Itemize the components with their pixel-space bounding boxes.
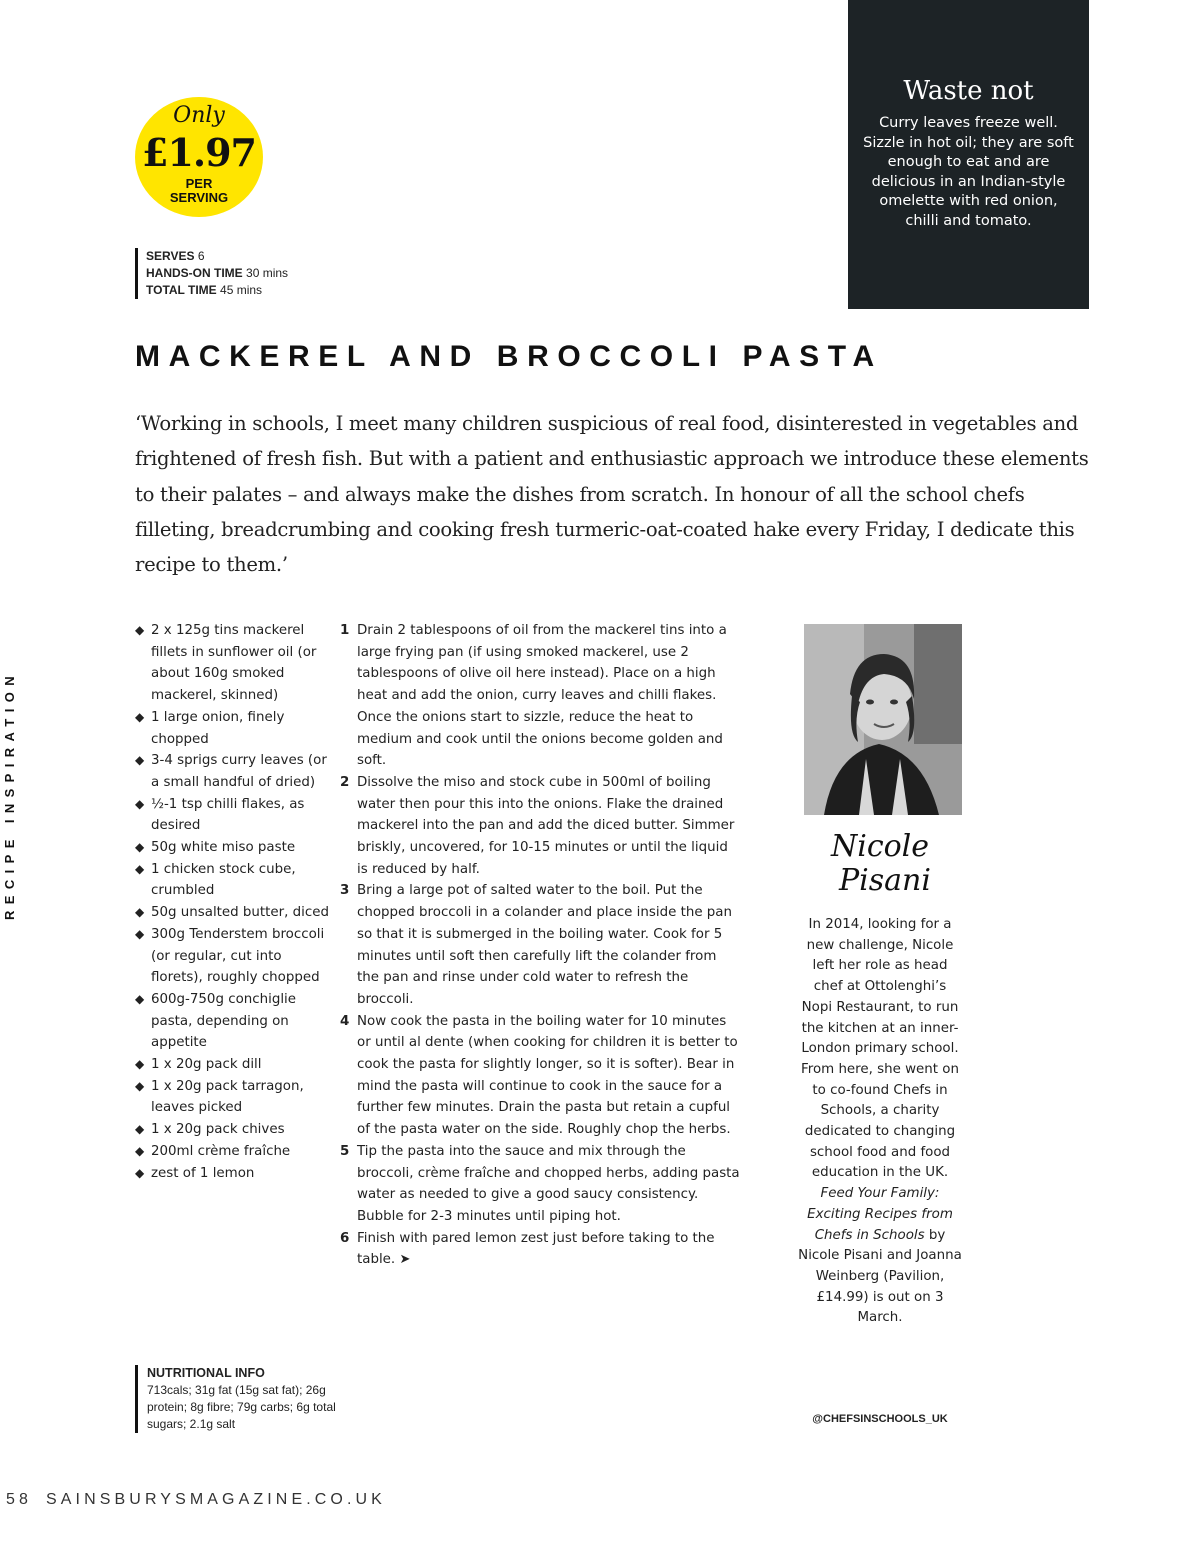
method-step (340, 880, 740, 1010)
badge-only: Only (173, 103, 225, 128)
step-number: 2 (340, 774, 350, 790)
badge-price: £1.97 (142, 130, 256, 175)
waste-not-box (848, 0, 1089, 309)
page-footer (6, 1491, 386, 1509)
signature-last: Pisani (839, 863, 931, 898)
chef-bio-text: In 2014, looking for a new challenge, Nicole left her role as head chef at Ottolenghi’s Nopi Restaurant, to run the kitchen at an inner-London primary school. From here, she went on to co-found Chefs in Schools, a charity dedicated to changing school food and food education in the UK. (801, 917, 959, 1181)
step-text: Tip the pasta into the sauce and mix through the broccoli, crème fraîche and chopped herbs, adding pasta water as needed to give a good saucy consistency. Bubble for 2-3 minutes until piping hot. (357, 1143, 740, 1224)
recipe-intro: ‘Working in schools, I meet many children suspicious of real food, disinterested in vegetables and frightened of fresh fish. But with a patient and enthusiastic approach we introduce these elements to their palates – and always make the dishes from scratch. In honour of all the school chefs filleting, breadcrumbing and cooking fresh turmeric-oat-coated hake every Friday, I dedicate this recipe to them.’ (135, 412, 1089, 577)
method-step (340, 1228, 740, 1271)
waste-not-title: Waste not (903, 76, 1034, 106)
ingredient-item: ◆ 2 x 125g tins mackerel fillets in sunflower oil (or about 160g smoked mackerel, skinned) (135, 620, 335, 707)
ingredient-item: ◆ 1 x 20g pack tarragon, leaves picked (135, 1076, 335, 1119)
method-list (340, 620, 740, 1271)
ingredient-item: ◆ 1 large onion, finely chopped (135, 707, 335, 750)
total-time-label: TOTAL TIME (146, 283, 217, 297)
nutrition-block (135, 1365, 367, 1433)
method-step (340, 1141, 740, 1228)
ingredient-item: ◆ ½-1 tsp chilli flakes, as desired (135, 794, 335, 837)
serves-label: SERVES (146, 249, 195, 263)
chef-portrait-illustration (804, 624, 962, 815)
hands-on-row (146, 265, 288, 282)
step-text: Dissolve the miso and stock cube in 500ml of boiling water then pour this into the onions. Flake the drained mackerel into the pan and add the diced butter. Simmer briskly, uncovered, for 10-15 minutes or until the liquid is reduced by half. (357, 774, 735, 877)
ingredient-item: ◆ 600g-750g conchiglie pasta, depending on appetite (135, 989, 335, 1054)
step-number: 5 (340, 1143, 350, 1159)
step-text: Bring a large pot of salted water to the boil. Put the chopped broccoli in a colander and place inside the pan so that it is submerged in the boiling water. Cook for 5 minutes until soft then carefully lift the colander from the pan and rinse under cold water to refresh the broccoli. (357, 883, 733, 1007)
recipe-title: MACKEREL AND BROCCOLI PASTA (135, 340, 883, 373)
ingredient-item: ◆ zest of 1 lemon (135, 1163, 335, 1185)
ingredient-item: ◆ 3-4 sprigs curry leaves (or a small handful of dried) (135, 750, 335, 793)
method-step (340, 772, 740, 881)
total-time-row (146, 282, 288, 299)
continue-arrow-icon: ➤ (399, 1252, 411, 1268)
book-details: by Nicole Pisani and Joanna Weinberg (Pavilion, £14.99) is out on 3 March. (798, 1227, 962, 1326)
price-badge (135, 97, 263, 217)
chef-bio (798, 915, 962, 1329)
waste-not-body: Curry leaves freeze well. Sizzle in hot oil; they are soft enough to eat and are delicious in an Indian-style omelette with red onion, chilli and tomato. (863, 115, 1074, 229)
signature-first: Nicole (830, 829, 930, 864)
badge-per-serving (135, 177, 263, 205)
step-text: Finish with pared lemon zest just before taking to the table. (357, 1230, 715, 1268)
serves-row (146, 248, 288, 265)
ingredient-item: ◆ 50g white miso paste (135, 837, 335, 859)
step-number: 4 (340, 1013, 350, 1029)
section-label: RECIPE INSPIRATION (2, 669, 17, 920)
serves-value: 6 (197, 249, 205, 263)
total-time-value: 45 mins (220, 283, 263, 297)
ingredient-item: ◆ 1 chicken stock cube, crumbled (135, 859, 335, 902)
step-number: 3 (340, 883, 350, 899)
book-title: Feed Your Family: Exciting Recipes from Chefs in Schools (807, 1186, 953, 1243)
method-step (340, 1011, 740, 1141)
hands-on-value: 30 mins (246, 266, 289, 280)
hands-on-label: HANDS-ON TIME (146, 266, 243, 280)
step-text: Drain 2 tablespoons of oil from the mackerel tins into a large frying pan (if using smoked mackerel, use 2 tablespoons of olive oil here instead). Place on a high heat and add the onion, curry leaves and chilli flakes. Once the onions start to sizzle, reduce the heat to medium and cook until the onions become golden and soft. (357, 623, 727, 769)
badge-serving: SERVING (169, 190, 229, 205)
chef-photo (804, 624, 962, 815)
nutrition-heading: NUTRITIONAL INFO (147, 1366, 265, 1380)
chef-signature (800, 830, 960, 898)
step-text: Now cook the pasta in the boiling water for 10 minutes or until al dente (when cooking for children it is better to cook the pasta for slightly longer, so it is softer). Bear in mind the pasta will continue to cook in the sauce for a further few minutes. Drain the pasta but retain a cupful of the pasta water on the side. Roughly chop the herbs. (357, 1013, 738, 1138)
ingredient-item: ◆ 1 x 20g pack chives (135, 1119, 335, 1141)
chef-handle: @CHEFSINSCHOOLS_UK (812, 1413, 948, 1425)
method-step (340, 620, 740, 772)
nutrition-text: 713cals; 31g fat (15g sat fat); 26g protein; 8g fibre; 79g carbs; 6g total sugars; 2.1g salt (147, 1383, 336, 1431)
ingredient-item: ◆ 50g unsalted butter, diced (135, 902, 335, 924)
ingredients-list (135, 620, 335, 1184)
ingredient-item: ◆ 300g Tenderstem broccoli (or regular, cut into florets), roughly chopped (135, 924, 335, 989)
ingredient-item: ◆ 1 x 20g pack dill (135, 1054, 335, 1076)
step-number: 6 (340, 1230, 350, 1246)
page-number: 58 (6, 1491, 32, 1508)
step-number: 1 (340, 623, 350, 638)
site-url: SAINSBURYSMAGAZINE.CO.UK (46, 1491, 386, 1508)
badge-per: PER (185, 176, 213, 191)
serves-block (135, 248, 288, 299)
ingredient-item: ◆ 200ml crème fraîche (135, 1141, 335, 1163)
